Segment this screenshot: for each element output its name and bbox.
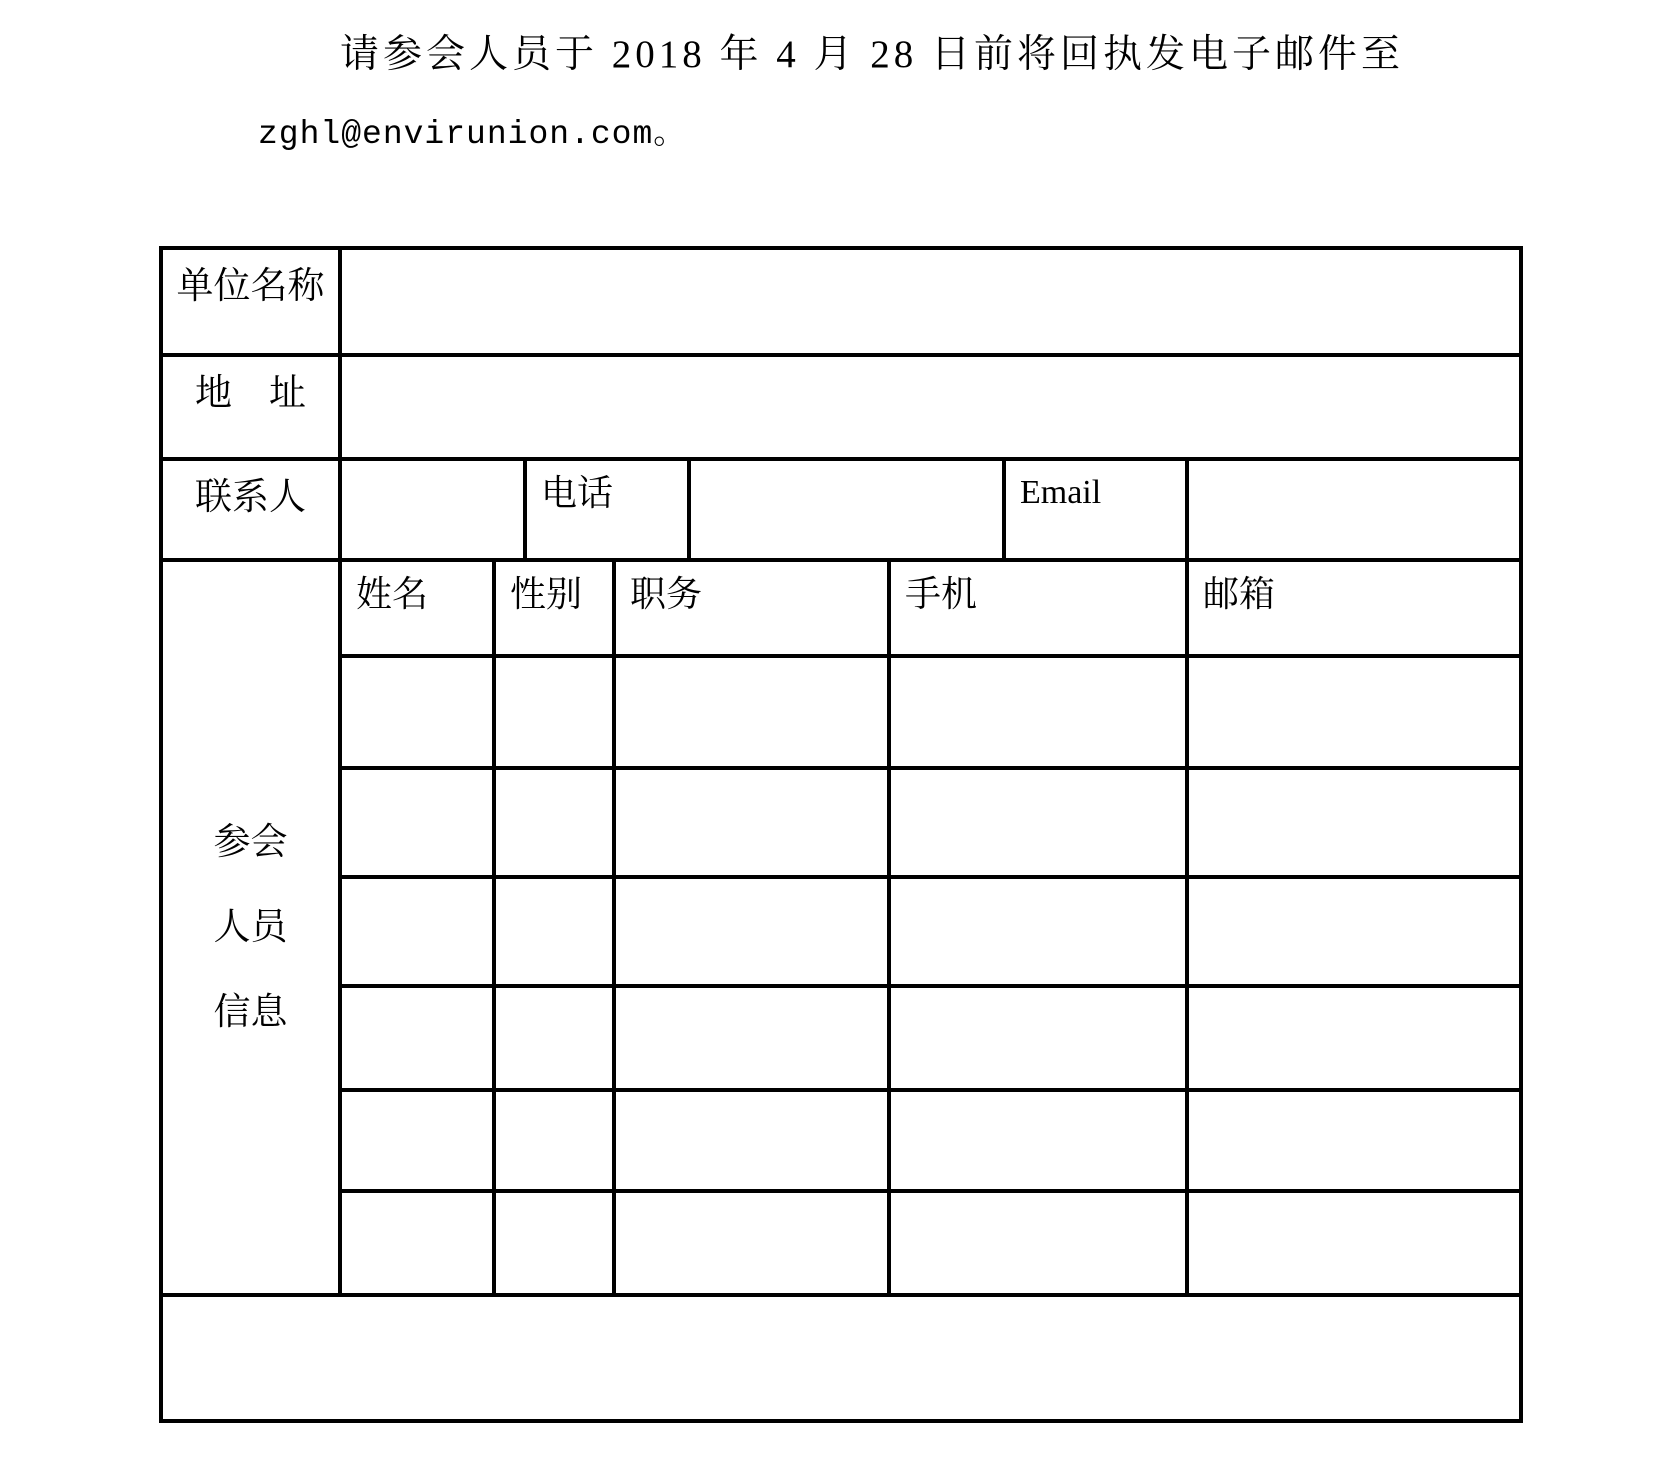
participant-row [342, 770, 1519, 879]
intro-email-line: zghl@envirunion.com。 [258, 116, 688, 153]
participants-section [163, 562, 1519, 1297]
remarks-row [163, 1297, 1519, 1419]
participant-email-cell[interactable] [1189, 988, 1519, 1088]
participant-position-cell[interactable] [616, 1193, 891, 1293]
company-name-input-cell[interactable] [342, 250, 1519, 353]
participant-name-cell[interactable] [342, 879, 496, 984]
email-label: Email [1006, 461, 1189, 558]
address-row [163, 357, 1519, 461]
participants-header-mobile: 手机 [891, 562, 1189, 654]
participants-grid [342, 562, 1519, 1293]
participant-name-cell[interactable] [342, 988, 496, 1088]
phone-label: 电话 [527, 461, 691, 558]
participant-email-cell[interactable] [1189, 1092, 1519, 1189]
participants-header-name: 姓名 [342, 562, 496, 654]
company-row [163, 250, 1519, 357]
participant-mobile-cell[interactable] [891, 879, 1189, 984]
participant-row [342, 1193, 1519, 1293]
participants-header-gender: 性别 [496, 562, 616, 654]
email-input-cell[interactable] [1189, 461, 1519, 558]
company-name-label: 单位名称 [163, 250, 342, 353]
participant-gender-cell[interactable] [496, 658, 616, 766]
participant-name-cell[interactable] [342, 1092, 496, 1189]
address-input-cell[interactable] [342, 357, 1519, 457]
contact-row [163, 461, 1519, 562]
phone-input-cell[interactable] [691, 461, 1006, 558]
registration-form-table [159, 246, 1523, 1423]
participant-row [342, 988, 1519, 1092]
participant-name-cell[interactable] [342, 1193, 496, 1293]
participants-header-row [342, 562, 1519, 658]
contact-input-cell[interactable] [342, 461, 527, 558]
participant-email-cell[interactable] [1189, 658, 1519, 766]
participant-position-cell[interactable] [616, 1092, 891, 1189]
participant-mobile-cell[interactable] [891, 1193, 1189, 1293]
participant-name-cell[interactable] [342, 658, 496, 766]
participant-position-cell[interactable] [616, 988, 891, 1088]
participants-rows [342, 658, 1519, 1293]
participant-position-cell[interactable] [616, 770, 891, 875]
section-label-line: 人员 [213, 907, 288, 948]
participant-name-cell[interactable] [342, 770, 496, 875]
participant-position-cell[interactable] [616, 658, 891, 766]
participant-gender-cell[interactable] [496, 1193, 616, 1293]
participant-position-cell[interactable] [616, 879, 891, 984]
participant-email-cell[interactable] [1189, 879, 1519, 984]
section-label-line: 信息 [213, 992, 288, 1033]
intro-line-1: 请参会人员于 2018 年 4 月 28 日前将回执发电子邮件至 [340, 33, 1405, 76]
participant-mobile-cell[interactable] [891, 1092, 1189, 1189]
participant-email-cell[interactable] [1189, 770, 1519, 875]
contact-label: 联系人 [163, 461, 342, 558]
participant-mobile-cell[interactable] [891, 658, 1189, 766]
participants-header-email: 邮箱 [1203, 574, 1276, 614]
participant-row [342, 1092, 1519, 1193]
participants-section-label [163, 562, 342, 1293]
section-label-line: 参会 [213, 822, 288, 863]
participant-mobile-cell[interactable] [891, 770, 1189, 875]
participant-gender-cell[interactable] [496, 770, 616, 875]
participant-row [342, 658, 1519, 770]
address-label: 地 址 [163, 357, 342, 457]
remarks-input-cell[interactable] [163, 1297, 1519, 1419]
participant-gender-cell[interactable] [496, 988, 616, 1088]
participants-header-position: 职务 [616, 562, 891, 654]
participant-mobile-cell[interactable] [891, 988, 1189, 1088]
participant-email-cell[interactable] [1189, 1193, 1519, 1293]
participant-gender-cell[interactable] [496, 1092, 616, 1189]
participant-row [342, 879, 1519, 988]
participant-gender-cell[interactable] [496, 879, 616, 984]
